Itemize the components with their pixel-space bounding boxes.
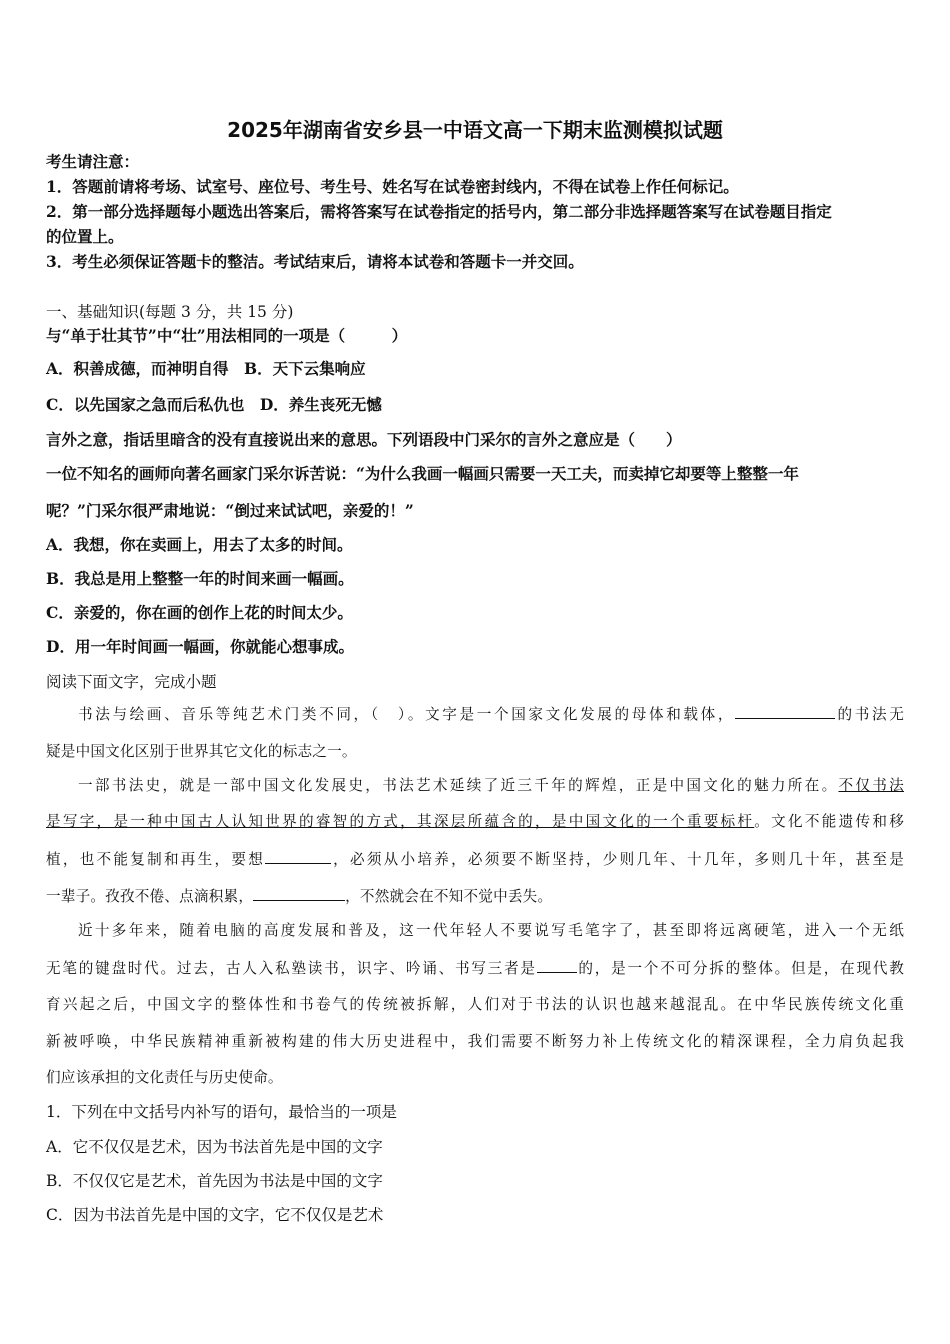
question-stem: 与“单于壮其节”中“壮”用法相同的一项是（ ） xyxy=(46,326,408,345)
fill-blank xyxy=(735,704,835,719)
passage-line xyxy=(46,1068,904,1088)
question-stem: 1．下列在中文括号内补写的语句，最恰当的一项是 xyxy=(46,1103,397,1121)
passage-text: 近十多年来，随着电脑的高度发展和普及，这一代年轻人不要说写毛笔字了，甚至即将远离硬笔，进入一个无纸 xyxy=(78,922,904,939)
fill-blank xyxy=(537,958,577,973)
passage-line xyxy=(46,704,904,725)
underlined-text: 不仅书法 xyxy=(838,777,904,794)
question-text: 呢？”门采尔很严肃地说：“倒过来试试吧，亲爱的！” xyxy=(46,501,414,520)
question-stem: 言外之意，指话里暗含的没有直接说出来的意思。下列语段中门采尔的言外之意应是（ ） xyxy=(46,430,682,449)
passage-text: ，不然就会在不知不觉中丢失。 xyxy=(345,888,553,905)
passage-text: 的，是一个不可分拆的整体。但是，在现代教 xyxy=(576,960,904,977)
fill-blank xyxy=(253,886,345,901)
passage-line xyxy=(46,958,904,979)
section-heading: 一、基础知识(每题 3 分，共 15 分) xyxy=(46,303,294,321)
passage-line xyxy=(46,742,904,762)
question-option: C．以先国家之急而后私仇也 D．养生丧死无憾 xyxy=(46,395,382,414)
question-option: B．我总是用上整整一年的时间来画一幅画。 xyxy=(46,569,354,588)
notice-item: 3．考生必须保证答题卡的整洁。考试结束后，请将本试卷和答题卡一并交回。 xyxy=(46,252,584,271)
passage-text: 新被呼唤，中华民族精神重新被构建的伟大历史进程中，我们需要不断努力补上传统文化的精深课程，全力肩负起我 xyxy=(46,1033,904,1050)
passage-line xyxy=(46,812,904,832)
question-option: A．它不仅仅是艺术，因为书法首先是中国的文字 xyxy=(46,1138,383,1156)
question-option: C．亲爱的，你在画的创作上花的时间太少。 xyxy=(46,603,353,622)
notice-item: 1．答题前请将考场、试室号、座位号、考生号、姓名写在试卷密封线内，不得在试卷上作任何标记。 xyxy=(46,177,739,196)
passage-text: 的书法无 xyxy=(835,706,904,723)
passage-text: 。文化不能遗传和移 xyxy=(754,813,904,830)
passage-text: 疑是中国文化区别于世界其它文化的标志之一。 xyxy=(46,743,357,760)
passage-text: ，必须从小培养，必须要不断坚持，少则几年、十几年，多则几十年，甚至是 xyxy=(331,851,904,868)
passage-line xyxy=(46,886,904,907)
passage-text: 育兴起之后，中国文字的整体性和书卷气的传统被拆解，人们对于书法的认识也越来越混乱。在中华民族传统文化重 xyxy=(46,996,904,1013)
passage-line xyxy=(46,776,904,796)
passage-text: 一辈子。孜孜不倦、点滴积累， xyxy=(46,888,254,905)
question-option: D．用一年时间画一幅画，你就能心想事成。 xyxy=(46,637,354,656)
underlined-text: 是写字，是一种中国古人认知世界的睿智的方式，其深层所蕴含的，是中国文化的一个重要标杆 xyxy=(46,813,755,830)
passage-line xyxy=(46,995,904,1015)
question-option: C．因为书法首先是中国的文字，它不仅仅是艺术 xyxy=(46,1206,384,1224)
notice-heading: 考生请注意： xyxy=(46,152,140,171)
fill-blank xyxy=(265,849,331,864)
passage-text: 书法与绘画、音乐等纯艺术门类不同，（ ）。文字是一个国家文化发展的母体和载体， xyxy=(78,706,736,723)
question-text: 一位不知名的画师向著名画家门采尔诉苦说：“为什么我画一幅画只需要一天工夫，而卖掉它却要等上整整一年 xyxy=(46,464,799,483)
page-title: 2025年湖南省安乡县一中语文高一下期末监测模拟试题 xyxy=(227,118,723,142)
notice-item: 2．第一部分选择题每小题选出答案后，需将答案写在试卷指定的括号内，第二部分非选择题答案写在试卷题目指定 xyxy=(46,202,832,221)
passage-text: 们应该承担的文化责任与历史使命。 xyxy=(46,1069,283,1086)
passage-line xyxy=(46,849,904,870)
passage-text: 无笔的键盘时代。过去，古人入私塾读书，识字、吟诵、书写三者是 xyxy=(46,960,537,977)
passage-text: 一部书法史，就是一部中国文化发展史，书法艺术延续了近三千年的辉煌，正是中国文化的魅力所在。 xyxy=(78,777,839,794)
notice-item: 的位置上。 xyxy=(46,227,124,246)
passage-text: 植，也不能复制和再生，要想 xyxy=(46,851,266,868)
question-option: A．我想，你在卖画上，用去了太多的时间。 xyxy=(46,535,353,554)
question-option: A．积善成德，而神明自得 B．天下云集响应 xyxy=(46,359,366,378)
passage-line xyxy=(46,1032,904,1052)
passage-line xyxy=(46,921,904,941)
reading-intro: 阅读下面文字，完成小题 xyxy=(46,673,217,691)
question-option: B．不仅仅它是艺术，首先因为书法是中国的文字 xyxy=(46,1172,383,1190)
